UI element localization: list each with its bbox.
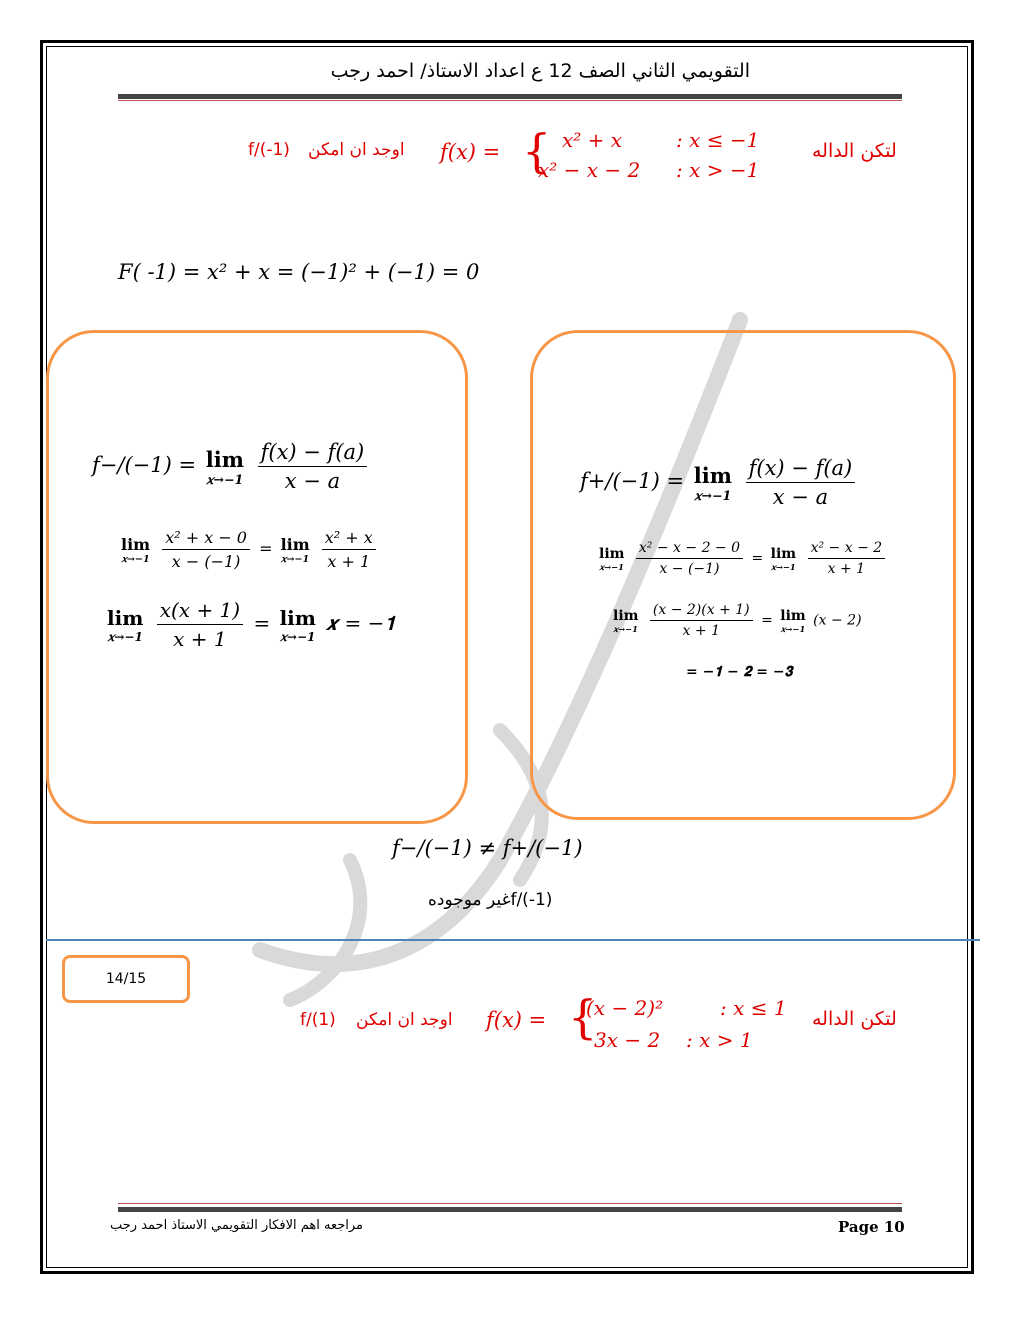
header-rule-thin xyxy=(118,100,902,101)
left-box-line2: lim 𝑥→−1 $\frac{\text{𝑥² + 𝑥 − 0}}{\text{𝑥 − (−1)}}$ = lim 𝑥→−1 $\frac{\text{𝑥² + 𝑥}}{\text{𝑥 + 1}}$ xyxy=(118,528,380,571)
right-lim: lim xyxy=(693,462,732,488)
problem1-target: f/(-1) xyxy=(248,140,290,160)
compare-line: 𝑓−/(−1) ≠ 𝑓+/(−1) xyxy=(392,836,583,860)
problem2-case1-cond: : 𝑥 ≤ 1 xyxy=(720,996,787,1020)
conclusion: f/(-1)غير موجوده xyxy=(428,890,553,910)
footer-rule-thin xyxy=(118,1203,902,1204)
problem1-ask: اوجد ان امكن xyxy=(308,140,405,160)
right-lhs: 𝑓+/(−1) = xyxy=(580,469,685,493)
problem1-label: لتكن الداله xyxy=(812,140,897,162)
right-box-line4: = −𝟏 − 𝟐 = −𝟑 xyxy=(686,664,793,680)
header-rule xyxy=(118,94,902,99)
left-lim-sub: 𝑥→−1 xyxy=(206,471,244,487)
right-box-line3: lim 𝑥→−1 $\frac{\text{(𝑥 − 2)(𝑥 + 1)}}{\text{𝑥 + 1}}$ = lim 𝑥→−1 (𝑥 − 2) xyxy=(613,602,862,639)
eval-line: F( -1) = 𝑥² + 𝑥 = (−1)² + (−1) = 0 xyxy=(118,260,480,284)
right-lim-sub: 𝑥→−1 xyxy=(694,487,732,503)
problem2-brace: { xyxy=(568,990,598,1044)
problem2-ask: اوجد ان امكن xyxy=(356,1010,453,1030)
problem1-case1-cond: : 𝑥 ≤ −1 xyxy=(676,128,760,152)
problem1-func: 𝑓(𝑥) = xyxy=(440,140,501,164)
problem2-case1-expr: (𝑥 − 2)² xyxy=(586,996,664,1020)
right-box-line2: lim 𝑥→−1 $\frac{\text{𝑥² − 𝑥 − 2 − 0}}{\text{𝑥 − (−1)}}$ = lim 𝑥→−1 $\frac{\text{𝑥² − 𝑥 − 2}}{\text{𝑥 + 1}}$ xyxy=(596,540,889,577)
problem2-case2-expr: 3𝑥 − 2 xyxy=(594,1028,661,1052)
footer-credit: مراجعه اهم الافكار التقويمي الاستاذ احمد رجب xyxy=(110,1218,364,1233)
right-frac-den: 𝑥 − 𝑎 xyxy=(772,485,829,509)
section-divider xyxy=(46,939,980,941)
left-box-line1 xyxy=(92,440,371,493)
problem2-func: 𝑓(𝑥) = xyxy=(486,1008,547,1032)
right-frac-num: 𝑓(𝑥) − 𝑓(𝑎) xyxy=(746,456,856,483)
problem2-target: f/(1) xyxy=(300,1010,336,1030)
left-derivative-box xyxy=(46,330,468,824)
problem1-case2-expr: 𝑥² − 𝑥 − 2 xyxy=(538,158,641,182)
page-counter: 14/15 xyxy=(62,955,190,1003)
left-lhs: 𝑓−/(−1) = xyxy=(92,453,197,477)
header-title: التقويمي الثاني الصف 12 ع اعداد الاستاذ/ احمد رجب xyxy=(330,60,750,82)
problem1-brace: { xyxy=(522,124,552,178)
problem1-case2-cond: : 𝑥 > −1 xyxy=(676,158,760,182)
problem1-case1-expr: 𝑥² + 𝑥 xyxy=(562,128,623,152)
left-lim: lim xyxy=(205,446,244,472)
problem2-label: لتكن الداله xyxy=(812,1008,897,1030)
left-frac-num: 𝑓(𝑥) − 𝑓(𝑎) xyxy=(258,440,368,467)
right-box-line1 xyxy=(580,456,859,509)
footer-page-number: Page 10 xyxy=(838,1218,905,1236)
problem2-case2-cond: : 𝑥 > 1 xyxy=(686,1028,753,1052)
left-box-line3: lim 𝑥→−1 $\frac{\text{𝑥(𝑥 + 1)}}{\text{𝑥 + 1}}$ = lim 𝑥→−1 𝒙 = −𝟏 xyxy=(107,598,396,651)
footer-rule xyxy=(118,1207,902,1212)
left-frac-den: 𝑥 − 𝑎 xyxy=(284,469,341,493)
